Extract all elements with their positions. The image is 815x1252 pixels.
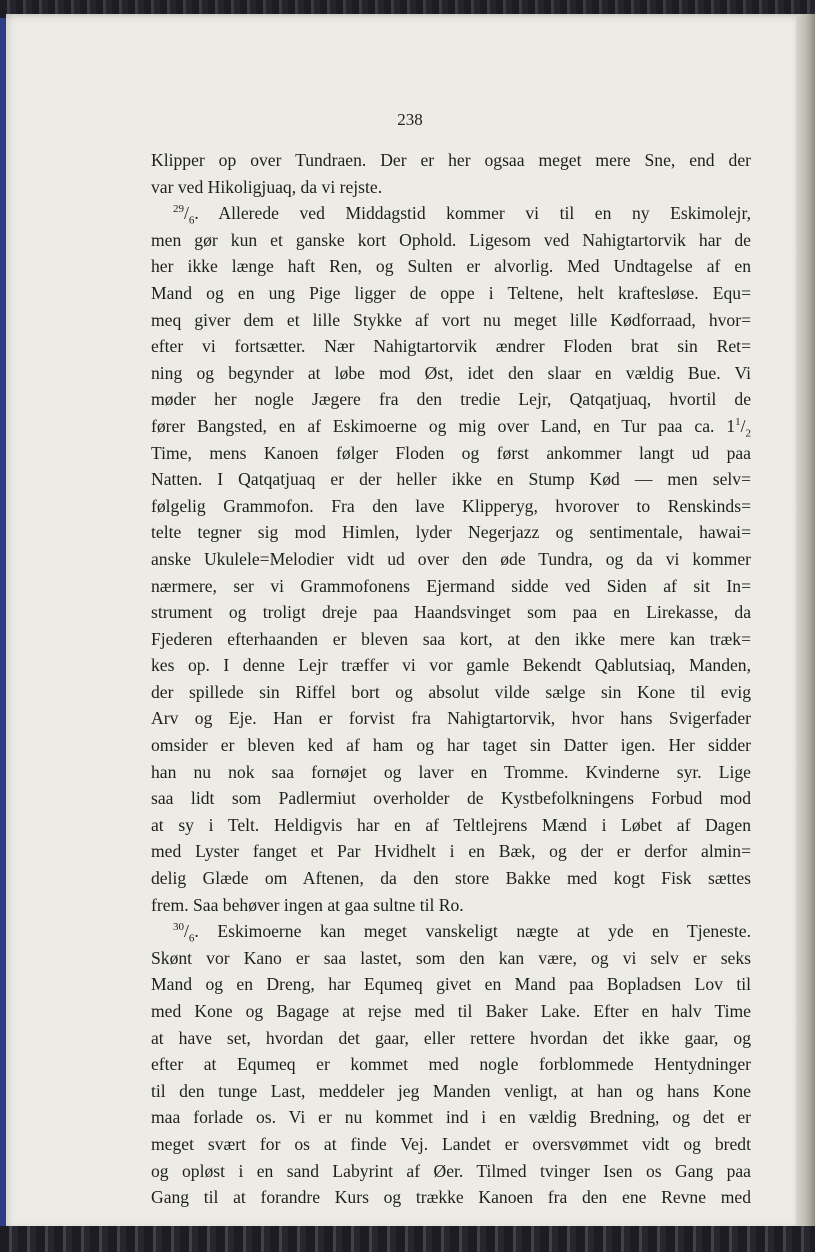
text-line: at have set, hvordan det gaar, eller rettere hvordan det ikke gaar, og <box>151 1027 751 1048</box>
page-gutter <box>796 14 815 1230</box>
text-line: han nu nok saa fornøjet og laver en Tromme. Kvinderne syr. Lige <box>151 761 751 782</box>
text-line: Arv og Eje. Han er forvist fra Nahigtartorvik, hvor hans Svigerfader <box>151 708 751 729</box>
text-line: Time, mens Kanoen følger Floden og først ankommer langt ud paa <box>151 442 751 463</box>
text-line: Skønt vor Kano er saa lastet, som den kan være, og vi selv er seks <box>151 947 751 968</box>
date-entry: $^{30}/_6$. <box>173 921 199 945</box>
text-line: maa forlade os. Vi er nu kommet ind i en vældig Bredning, og det er <box>151 1107 751 1128</box>
text-line: $^{29}/_6$. Allerede ved Middagstid kommer vi til en ny Eskimolejr, <box>173 203 751 227</box>
text-line: strument og troligt dreje paa Haandsvinget som paa en Lirekasse, da <box>151 602 751 623</box>
text-line: meq giver dem et lille Stykke af vort nu meget lille Kødforraad, hvor= <box>151 309 751 330</box>
text-line: kes op. I denne Lejr træffer vi vor gamle Bekendt Qablutsiaq, Manden, <box>151 655 751 676</box>
text-line: der spillede sin Riffel bort og absolut vilde sælge sin Kone til evig <box>151 681 751 702</box>
text-line: med Kone og Bagage at rejse med til Baker Lake. Efter en halv Time <box>151 1001 751 1021</box>
text-line: Mand og en ung Pige ligger de oppe i Teltene, helt kraftesløse. Equ= <box>151 282 751 303</box>
text-line: Fjederen efterhaanden er bleven saa kort, at den ikke mere kan træk= <box>151 628 751 649</box>
text-line: fører Bangsted, en af Eskimoerne og mig over Land, en Tur paa ca. $1^1/_2$ <box>151 415 751 440</box>
text-line: Gang til at forandre Kurs og trække Kanoen fra den ene Revne med <box>151 1187 751 1208</box>
text-line: $^{30}/_6$. Eskimoerne kan meget vanskeligt nægte at yde en Tjeneste. <box>173 921 751 945</box>
body-text <box>151 147 751 1211</box>
fraction: $1^1/_2$ <box>726 415 751 440</box>
text-line: med Lyster fanget et Par Hvidhelt i en Bæk, og der er derfor almin= <box>151 841 751 862</box>
text-line: Klipper op over Tundraen. Der er her ogsaa meget mere Sne, end der <box>151 150 751 170</box>
text-line: efter at Equmeq er kommet med nogle forblommede Hentydninger <box>151 1054 751 1075</box>
text-line: frem. Saa behøver ingen at gaa sultne til Ro. <box>151 894 464 915</box>
text-line: følgelig Grammofon. Fra den lave Klipperyg, hvorover to Renskinds= <box>151 495 751 516</box>
scan-border-bottom <box>0 1226 815 1252</box>
text-line: efter vi fortsætter. Nær Nahigtartorvik ændrer Floden brat sin Ret= <box>151 336 751 357</box>
text-line: til den tunge Last, meddeler jeg Manden venligt, at han og hans Kone <box>151 1080 751 1101</box>
text-line: var ved Hikoligjuaq, da vi rejste. <box>151 176 383 197</box>
text-line: her ikke længe haft Ren, og Sulten er alvorlig. Med Undtagelse af en <box>151 256 751 277</box>
text-line: omsider er bleven ked af ham og har taget sin Datter igen. Her sidder <box>151 735 751 756</box>
text-line: delig Glæde om Aftenen, da den store Bakke med kogt Fisk sættes <box>151 868 751 889</box>
text-line: at sy i Telt. Heldigvis har en af Teltlejrens Mænd i Løbet af Dagen <box>151 814 751 835</box>
text-line: nærmere, ser vi Grammofonens Ejermand sidde ved Siden af sit In= <box>151 575 751 596</box>
text-line: telte tegner sig mod Himlen, lyder Negerjazz og sentimentale, hawai= <box>151 522 751 543</box>
page-number: 238 <box>397 110 423 129</box>
text-line: møder her nogle Jægere fra den tredie Lejr, Qatqatjuaq, hvortil de <box>151 389 751 410</box>
text-line: anske Ukulele=Melodier vidt ud over den øde Tundra, og da vi kommer <box>151 548 751 569</box>
date-entry: $^{29}/_6$. <box>173 203 199 227</box>
text-line: meget svært for os at finde Vej. Landet er oversvømmet vidt og bredt <box>151 1133 751 1154</box>
text-line: men gør kun et ganske kort Ophold. Ligesom ved Nahigtartorvik har de <box>151 229 751 250</box>
text-line: ning og begynder at løbe mod Øst, idet den slaar en vældig Bue. Vi <box>151 362 751 383</box>
text-line: og opløst i en sand Labyrint af Øer. Tilmed tvinger Isen os Gang paa <box>151 1160 751 1181</box>
text-line: Natten. I Qatqatjuaq er der heller ikke en Stump Kød — men selv= <box>151 469 751 490</box>
text-line: Mand og en Dreng, har Equmeq givet en Mand paa Bopladsen Lov til <box>151 974 751 995</box>
text-line: saa lidt som Padlermiut overholder de Kystbefolkningens Forbud mod <box>151 788 751 809</box>
